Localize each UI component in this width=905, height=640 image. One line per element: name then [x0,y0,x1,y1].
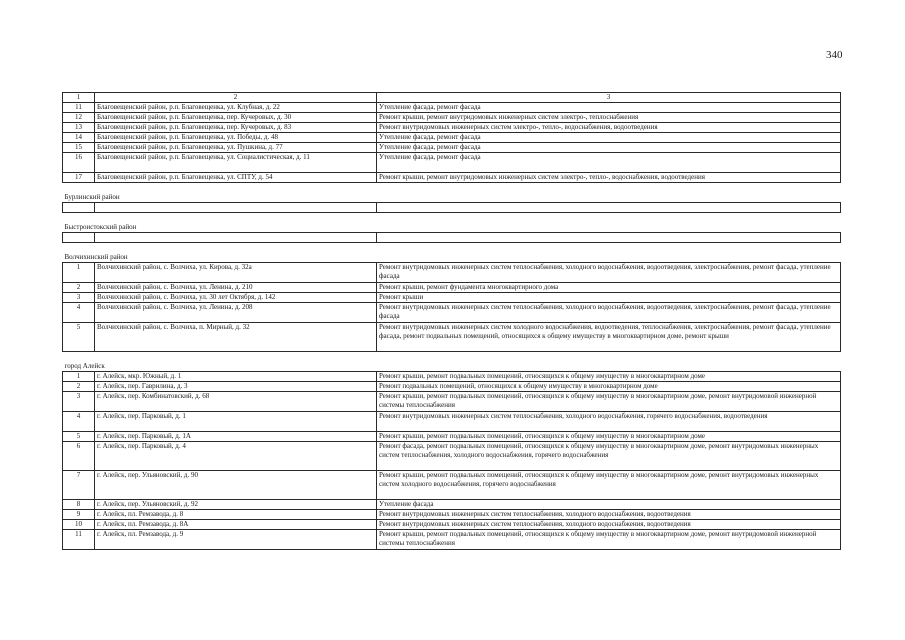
row-work: Ремонт крыши, ремонт подвальных помещений, относящихся к общему имуществу в многоквартирном доме [377,432,841,442]
table-row [63,203,841,213]
row-number: 3 [63,293,95,303]
row-address: г. Алейск, пер. Парковый, д. 1А [95,432,377,442]
row-number: 13 [63,123,95,133]
row-number: 5 [63,323,95,352]
row-work: Ремонт внутридомовых инженерных систем электро-, тепло-, водоснабжения, водоотведения [377,123,841,133]
row-work: Ремонт подвальных помещений, относящихся к общему имуществу в многоквартирном доме [377,382,841,392]
row-address: г. Алейск, пл. Ремзавода, д. 9 [95,530,377,550]
table-row [63,412,841,432]
section-title: город Алейск [63,352,841,372]
section-title: Быстроистокский район [63,213,841,233]
table-row [63,263,841,283]
row-work: Ремонт крыши, ремонт подвальных помещений, относящихся к общему имуществу в многоквартирном доме [377,372,841,382]
table-row [63,530,841,550]
row-address: Волчихинский район, с. Волчиха, ул. Ленина, д. 210 [95,283,377,293]
row-number: 11 [63,530,95,550]
row-work: Ремонт крыши, ремонт внутридомовых инженерных систем электро-, тепло-, водоснабжения, водоотведения [377,173,841,183]
works-table [62,92,841,550]
section-row [63,243,841,263]
table-row [63,153,841,173]
row-work [377,233,841,243]
row-work: Утепление фасада [377,500,841,510]
column-header-number: 1 [63,93,95,103]
table-row [63,510,841,520]
row-work: Ремонт внутридомовых инженерных систем теплоснабжения, холодного водоснабжения, водоотведения, электроснабжения, ремонт фасада, утепление фасада [377,303,841,323]
row-address: Волчихинский район, с. Волчиха, ул. 30 лет Октября, д. 142 [95,293,377,303]
section-title: Бурлинский район [63,183,841,203]
row-number: 17 [63,173,95,183]
table-row [63,471,841,500]
row-work: Ремонт крыши, ремонт подвальных помещений, относящихся к общему имуществу в многоквартирном доме, ремонт внутридомовых инженерных систем холодного водоснабжения, горячего водоснабжения [377,471,841,500]
row-number: 9 [63,510,95,520]
row-address: Благовещенский район, р.п. Благовещенка, пер. Кучеровых, д. 83 [95,123,377,133]
row-work: Утепление фасада, ремонт фасада [377,153,841,173]
row-number: 7 [63,471,95,500]
row-work: Ремонт внутридомовых инженерных систем теплоснабжения, холодного водоснабжения, горячего водоснабжения, водоотведения [377,412,841,432]
row-address: г. Алейск, пл. Ремзавода, д. 8А [95,520,377,530]
row-number: 2 [63,283,95,293]
row-number [63,203,95,213]
row-number: 4 [63,412,95,432]
table-row [63,283,841,293]
row-address: г. Алейск, мкр. Южный, д. 1 [95,372,377,382]
row-number: 10 [63,520,95,530]
page-number: 340 [826,49,843,61]
row-address: г. Алейск, пер. Парковый, д. 4 [95,442,377,471]
section-row [63,352,841,372]
row-work [377,203,841,213]
row-address: г. Алейск, пер. Ульяновский, д. 92 [95,500,377,510]
table-row [63,103,841,113]
row-number: 2 [63,382,95,392]
table-row [63,323,841,352]
table-row [63,520,841,530]
column-header-address: 2 [95,93,377,103]
row-work: Ремонт внутридомовых инженерных систем теплоснабжения, холодного водоснабжения, водоотведения, электроснабжения, ремонт фасада, утепление фасада [377,263,841,283]
row-number: 8 [63,500,95,510]
row-address [95,203,377,213]
row-number: 5 [63,432,95,442]
row-address: Волчихинский район, с. Волчиха, п. Мирный, д. 32 [95,323,377,352]
row-address: Благовещенский район, р.п. Благовещенка, пер. Кучеровых, д. 30 [95,113,377,123]
row-address: Благовещенский район, р.п. Благовещенка, ул. Победы, д. 48 [95,133,377,143]
section-row [63,213,841,233]
row-work: Ремонт крыши, ремонт внутридомовых инженерных систем электро-, теплоснабжения [377,113,841,123]
row-work: Утепление фасада, ремонт фасада [377,133,841,143]
table-row [63,143,841,153]
row-work: Ремонт внутридомовых инженерных систем теплоснабжения, холодного водоснабжения, водоотведения [377,520,841,530]
table-row [63,432,841,442]
row-address: г. Алейск, пл. Ремзавода, д. 8 [95,510,377,520]
row-work: Утепление фасада, ремонт фасада [377,103,841,113]
row-address: Волчихинский район, с. Волчиха, ул. Ленина, д. 208 [95,303,377,323]
row-number: 3 [63,392,95,412]
row-work: Ремонт крыши, ремонт фундамента многоквартирного дома [377,283,841,293]
table-row [63,173,841,183]
table-row [63,392,841,412]
row-address: г. Алейск, пер. Парковый, д. 1 [95,412,377,432]
table-row [63,303,841,323]
row-work: Ремонт внутридомовых инженерных систем холодного водоснабжения, водоотведения, теплоснабжения, электроснабжения, ремонт фасада, утепление фасада, ремонт подвальных помещений, относящихся к общему имуществу в многоквартирном доме, ремонт крыши [377,323,841,352]
works-table-body [63,93,841,550]
row-work: Ремонт фасада, ремонт подвальных помещений, относящихся к общему имуществу в многоквартирном доме, ремонт внутридомовых инженерных систем теплоснабжения, холодного водоснабжения, горячего водоснабжения [377,442,841,471]
row-number: 6 [63,442,95,471]
row-work: Ремонт внутридомовых инженерных систем теплоснабжения, холодного водоснабжения, водоотведения [377,510,841,520]
row-number: 14 [63,133,95,143]
table-row [63,293,841,303]
row-address: г. Алейск, пер. Комбинатовский, д. 68 [95,392,377,412]
row-number: 1 [63,263,95,283]
table-row [63,442,841,471]
row-number: 12 [63,113,95,123]
row-address: Благовещенский район, р.п. Благовещенка, ул. СПТУ, д. 54 [95,173,377,183]
row-address [95,233,377,243]
row-number [63,233,95,243]
table-row [63,123,841,133]
row-work: Утепление фасада, ремонт фасада [377,143,841,153]
row-work: Ремонт крыши, ремонт подвальных помещений, относящихся к общему имуществу в многоквартирном доме, ремонт внутридомовой инженерной системы теплоснабжения [377,530,841,550]
row-number: 16 [63,153,95,173]
row-number: 11 [63,103,95,113]
table-row [63,372,841,382]
table-row [63,233,841,243]
row-address: Благовещенский район, р.п. Благовещенка, ул. Клубная, д. 22 [95,103,377,113]
row-address: Волчихинский район, с. Волчиха, ул. Кирова, д. 32а [95,263,377,283]
row-address: Благовещенский район, р.п. Благовещенка, ул. Социалистическая, д. 11 [95,153,377,173]
column-header-row [63,93,841,103]
row-address: Благовещенский район, р.п. Благовещенка, ул. Пушкина, д. 77 [95,143,377,153]
row-work: Ремонт крыши, ремонт подвальных помещений, относящихся к общему имуществу в многоквартирном доме, ремонт внутридомовой инженерной системы теплоснабжения [377,392,841,412]
row-number: 4 [63,303,95,323]
table-row [63,133,841,143]
table-row [63,382,841,392]
row-number: 15 [63,143,95,153]
table-row [63,500,841,510]
row-work: Ремонт крыши [377,293,841,303]
column-header-work: 3 [377,93,841,103]
section-title: Волчихинский район [63,243,841,263]
table-row [63,113,841,123]
row-address: г. Алейск, пер. Ульяновский, д. 90 [95,471,377,500]
section-row [63,183,841,203]
row-number: 1 [63,372,95,382]
row-address: г. Алейск, пер. Гаврилина, д. 3 [95,382,377,392]
